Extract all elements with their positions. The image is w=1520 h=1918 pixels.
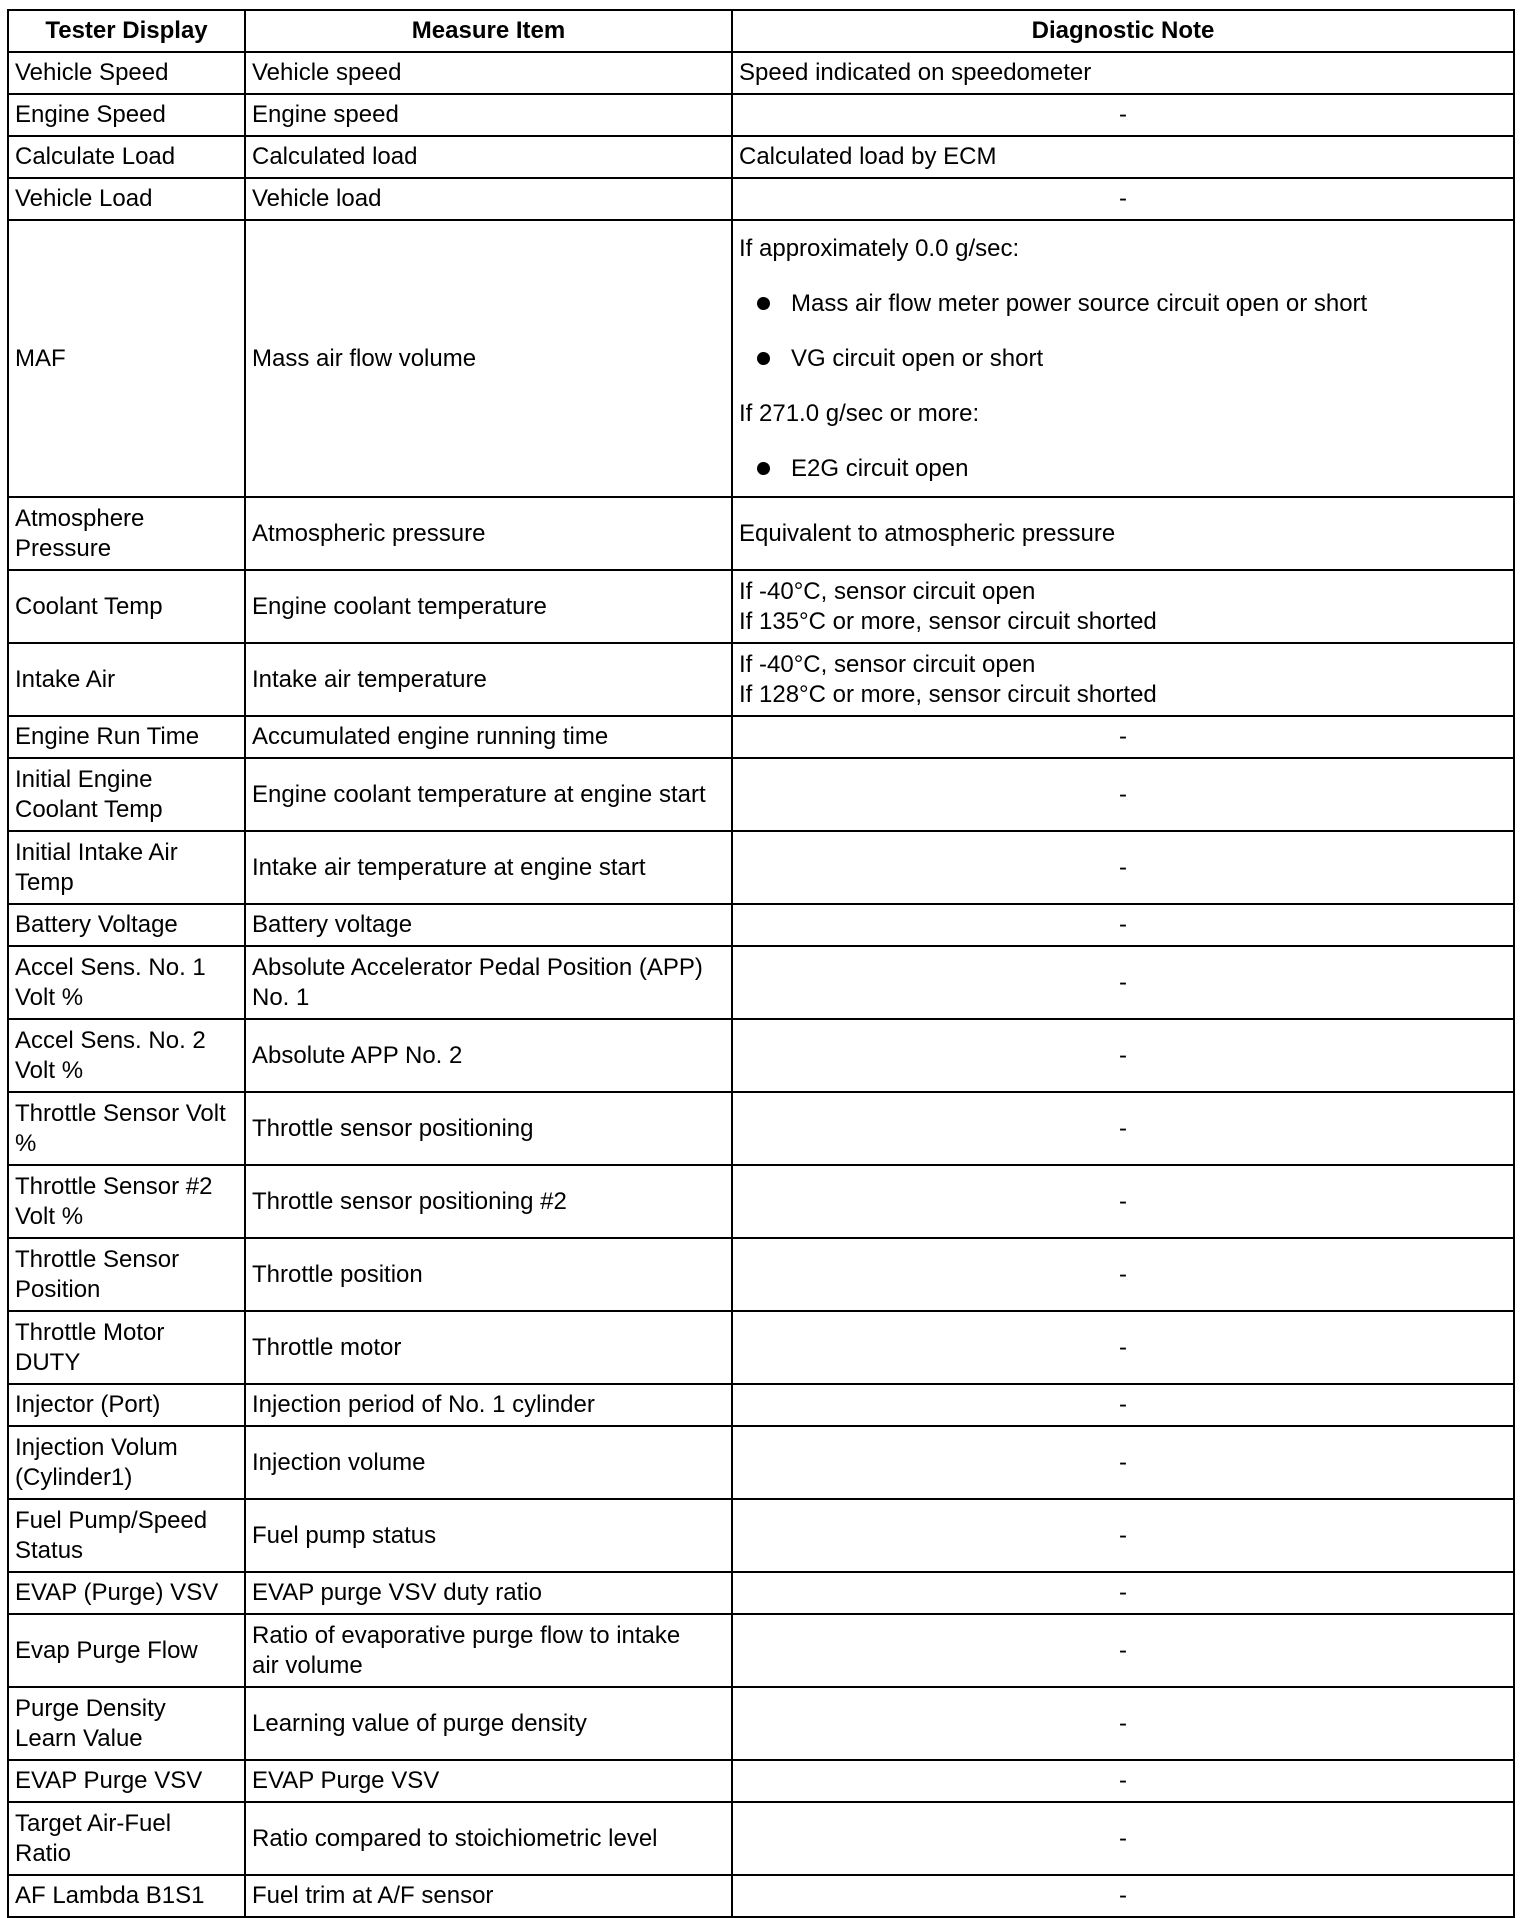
table-row bbox=[8, 1311, 1514, 1384]
cell-line: (Cylinder1) bbox=[15, 1463, 133, 1491]
cell-tester-display: MAF bbox=[8, 220, 245, 497]
note-condition: If 271.0 g/sec or more: bbox=[739, 400, 980, 427]
cell-line: Throttle Sensor bbox=[15, 1245, 180, 1273]
cell-measure-item: Atmospheric pressure bbox=[245, 497, 732, 570]
cell-line: Purge Density bbox=[15, 1694, 166, 1722]
cell-measure-item: Battery voltage bbox=[245, 904, 732, 946]
cell-line: air volume bbox=[252, 1651, 363, 1679]
cell-diagnostic-note: - bbox=[732, 1092, 1514, 1165]
cell-line: Accel Sens. No. 2 bbox=[15, 1026, 206, 1054]
cell-measure-item: Absolute APP No. 2 bbox=[245, 1019, 732, 1092]
cell-diagnostic-note: - bbox=[732, 716, 1514, 758]
cell-tester-display: Battery Voltage bbox=[8, 904, 245, 946]
cell-line: Initial Intake Air bbox=[15, 838, 178, 866]
table-header-row bbox=[8, 10, 1514, 52]
cell-diagnostic-note: - bbox=[732, 1614, 1514, 1687]
cell-tester-display bbox=[8, 1165, 245, 1238]
cell-measure-item: Fuel trim at A/F sensor bbox=[245, 1875, 732, 1917]
header-tester-display: Tester Display bbox=[8, 10, 245, 52]
cell-measure-item: Engine coolant temperature at engine start bbox=[245, 758, 732, 831]
cell-diagnostic-note bbox=[732, 220, 1514, 497]
cell-measure-item: Engine speed bbox=[245, 94, 732, 136]
cell-tester-display bbox=[8, 1802, 245, 1875]
cell-tester-display bbox=[8, 1311, 245, 1384]
cell-line: Status bbox=[15, 1536, 84, 1564]
table-row bbox=[8, 1384, 1514, 1426]
cell-line: Throttle Sensor #2 bbox=[15, 1172, 213, 1200]
table-row bbox=[8, 946, 1514, 1019]
cell-line: Pressure bbox=[15, 534, 112, 562]
cell-line: Injection Volum bbox=[15, 1433, 178, 1461]
list-item-text: VG circuit open or short bbox=[791, 345, 1044, 372]
table-row bbox=[8, 1614, 1514, 1687]
note-bullet-list bbox=[739, 441, 1507, 496]
cell-diagnostic-note: - bbox=[732, 758, 1514, 831]
cell-measure-item: Calculated load bbox=[245, 136, 732, 178]
table-row bbox=[8, 1238, 1514, 1311]
cell-measure-item: Vehicle load bbox=[245, 178, 732, 220]
cell-line: Position bbox=[15, 1275, 101, 1303]
cell-measure-item: Intake air temperature bbox=[245, 643, 732, 716]
cell-diagnostic-note: - bbox=[732, 1426, 1514, 1499]
table-body bbox=[8, 52, 1514, 1917]
cell-measure-item: Ratio compared to stoichiometric level bbox=[245, 1802, 732, 1875]
cell-tester-display: EVAP Purge VSV bbox=[8, 1760, 245, 1802]
cell-measure-item: Throttle motor bbox=[245, 1311, 732, 1384]
cell-diagnostic-note: - bbox=[732, 94, 1514, 136]
cell-line: Learn Value bbox=[15, 1724, 143, 1752]
cell-measure-item: EVAP Purge VSV bbox=[245, 1760, 732, 1802]
cell-line: If -40°C, sensor circuit open bbox=[739, 650, 1036, 678]
cell-tester-display: Calculate Load bbox=[8, 136, 245, 178]
table-row bbox=[8, 497, 1514, 570]
list-item-text: E2G circuit open bbox=[791, 455, 969, 482]
note-condition: If approximately 0.0 g/sec: bbox=[739, 235, 1020, 262]
cell-tester-display: Vehicle Speed bbox=[8, 52, 245, 94]
cell-measure-item: Intake air temperature at engine start bbox=[245, 831, 732, 904]
cell-line: If 128°C or more, sensor circuit shorted bbox=[739, 680, 1157, 708]
table-row bbox=[8, 1019, 1514, 1092]
cell-tester-display: Engine Speed bbox=[8, 94, 245, 136]
cell-diagnostic-note: - bbox=[732, 831, 1514, 904]
cell-diagnostic-note: - bbox=[732, 904, 1514, 946]
bullet-icon bbox=[757, 352, 770, 365]
list-item bbox=[739, 276, 1507, 331]
table-row bbox=[8, 1802, 1514, 1875]
cell-line: Throttle Motor bbox=[15, 1318, 165, 1346]
cell-line: If 135°C or more, sensor circuit shorted bbox=[739, 607, 1157, 635]
cell-measure-item: Accumulated engine running time bbox=[245, 716, 732, 758]
cell-diagnostic-note: Calculated load by ECM bbox=[732, 136, 1514, 178]
cell-tester-display bbox=[8, 1499, 245, 1572]
list-item bbox=[739, 331, 1507, 386]
cell-measure-item: Vehicle speed bbox=[245, 52, 732, 94]
table-row bbox=[8, 1092, 1514, 1165]
cell-diagnostic-note: - bbox=[732, 1311, 1514, 1384]
cell-line: Accel Sens. No. 1 bbox=[15, 953, 206, 981]
list-item bbox=[739, 441, 1507, 496]
cell-diagnostic-note: - bbox=[732, 1760, 1514, 1802]
cell-tester-display: Evap Purge Flow bbox=[8, 1614, 245, 1687]
cell-tester-display bbox=[8, 1238, 245, 1311]
table-row bbox=[8, 1760, 1514, 1802]
table-row bbox=[8, 1499, 1514, 1572]
table-row bbox=[8, 1165, 1514, 1238]
table-row bbox=[8, 52, 1514, 94]
cell-line: No. 1 bbox=[252, 983, 310, 1011]
cell-diagnostic-note bbox=[732, 570, 1514, 643]
cell-diagnostic-note: - bbox=[732, 1687, 1514, 1760]
table-row bbox=[8, 1687, 1514, 1760]
cell-diagnostic-note: - bbox=[732, 1238, 1514, 1311]
diagnostic-data-table bbox=[7, 9, 1515, 1918]
cell-diagnostic-note: - bbox=[732, 1875, 1514, 1917]
cell-line: Ratio of evaporative purge flow to intake bbox=[252, 1621, 681, 1649]
cell-diagnostic-note: - bbox=[732, 946, 1514, 1019]
cell-diagnostic-note: - bbox=[732, 1019, 1514, 1092]
table-row bbox=[8, 758, 1514, 831]
cell-measure-item: Throttle sensor positioning bbox=[245, 1092, 732, 1165]
bullet-icon bbox=[757, 297, 770, 310]
cell-measure-item: Throttle position bbox=[245, 1238, 732, 1311]
table-row bbox=[8, 178, 1514, 220]
cell-tester-display bbox=[8, 831, 245, 904]
table-row bbox=[8, 904, 1514, 946]
cell-diagnostic-note: - bbox=[732, 178, 1514, 220]
cell-tester-display: Vehicle Load bbox=[8, 178, 245, 220]
cell-line: DUTY bbox=[15, 1348, 81, 1376]
cell-tester-display bbox=[8, 946, 245, 1019]
cell-tester-display: AF Lambda B1S1 bbox=[8, 1875, 245, 1917]
cell-tester-display: Engine Run Time bbox=[8, 716, 245, 758]
header-measure-item: Measure Item bbox=[245, 10, 732, 52]
cell-line: If -40°C, sensor circuit open bbox=[739, 577, 1036, 605]
cell-measure-item bbox=[245, 946, 732, 1019]
cell-line: Coolant Temp bbox=[15, 795, 163, 823]
cell-tester-display bbox=[8, 1687, 245, 1760]
table-row bbox=[8, 94, 1514, 136]
cell-measure-item: Engine coolant temperature bbox=[245, 570, 732, 643]
table-row bbox=[8, 643, 1514, 716]
cell-measure-item: Fuel pump status bbox=[245, 1499, 732, 1572]
cell-tester-display: Intake Air bbox=[8, 643, 245, 716]
cell-line: Fuel Pump/Speed bbox=[15, 1506, 208, 1534]
cell-tester-display: Injector (Port) bbox=[8, 1384, 245, 1426]
cell-diagnostic-note: - bbox=[732, 1572, 1514, 1614]
cell-tester-display: Coolant Temp bbox=[8, 570, 245, 643]
cell-line: Volt % bbox=[15, 1056, 84, 1084]
cell-diagnostic-note: - bbox=[732, 1165, 1514, 1238]
cell-tester-display bbox=[8, 1092, 245, 1165]
list-item-text: Mass air flow meter power source circuit open or short bbox=[791, 290, 1368, 317]
header-diagnostic-note: Diagnostic Note bbox=[732, 10, 1514, 52]
cell-diagnostic-note: Equivalent to atmospheric pressure bbox=[732, 497, 1514, 570]
cell-diagnostic-note bbox=[732, 643, 1514, 716]
cell-diagnostic-note: - bbox=[732, 1384, 1514, 1426]
table-row bbox=[8, 570, 1514, 643]
cell-line: Temp bbox=[15, 868, 74, 896]
cell-line: % bbox=[15, 1129, 37, 1157]
cell-tester-display bbox=[8, 1426, 245, 1499]
cell-measure-item: Throttle sensor positioning #2 bbox=[245, 1165, 732, 1238]
cell-measure-item bbox=[245, 1614, 732, 1687]
table-row bbox=[8, 1426, 1514, 1499]
table-row bbox=[8, 831, 1514, 904]
table-row bbox=[8, 1875, 1514, 1917]
cell-diagnostic-note: - bbox=[732, 1802, 1514, 1875]
cell-line: Atmosphere bbox=[15, 504, 145, 532]
cell-line: Initial Engine bbox=[15, 765, 153, 793]
cell-measure-item: Mass air flow volume bbox=[245, 220, 732, 497]
table-row bbox=[8, 220, 1514, 497]
cell-measure-item: Injection volume bbox=[245, 1426, 732, 1499]
table-row bbox=[8, 136, 1514, 178]
cell-tester-display bbox=[8, 758, 245, 831]
cell-diagnostic-note: Speed indicated on speedometer bbox=[732, 52, 1514, 94]
table-row bbox=[8, 716, 1514, 758]
cell-tester-display bbox=[8, 497, 245, 570]
cell-measure-item: Learning value of purge density bbox=[245, 1687, 732, 1760]
cell-tester-display: EVAP (Purge) VSV bbox=[8, 1572, 245, 1614]
cell-line: Target Air-Fuel bbox=[15, 1809, 172, 1837]
bullet-icon bbox=[757, 462, 770, 475]
cell-measure-item: EVAP purge VSV duty ratio bbox=[245, 1572, 732, 1614]
cell-measure-item: Injection period of No. 1 cylinder bbox=[245, 1384, 732, 1426]
table-row bbox=[8, 1572, 1514, 1614]
cell-tester-display bbox=[8, 1019, 245, 1092]
cell-diagnostic-note: - bbox=[732, 1499, 1514, 1572]
cell-line: Ratio bbox=[15, 1839, 72, 1867]
cell-line: Volt % bbox=[15, 983, 84, 1011]
note-bullet-list bbox=[739, 276, 1507, 386]
cell-line: Absolute Accelerator Pedal Position (APP) bbox=[252, 953, 703, 981]
cell-line: Volt % bbox=[15, 1202, 84, 1230]
cell-line: Throttle Sensor Volt bbox=[15, 1099, 226, 1127]
